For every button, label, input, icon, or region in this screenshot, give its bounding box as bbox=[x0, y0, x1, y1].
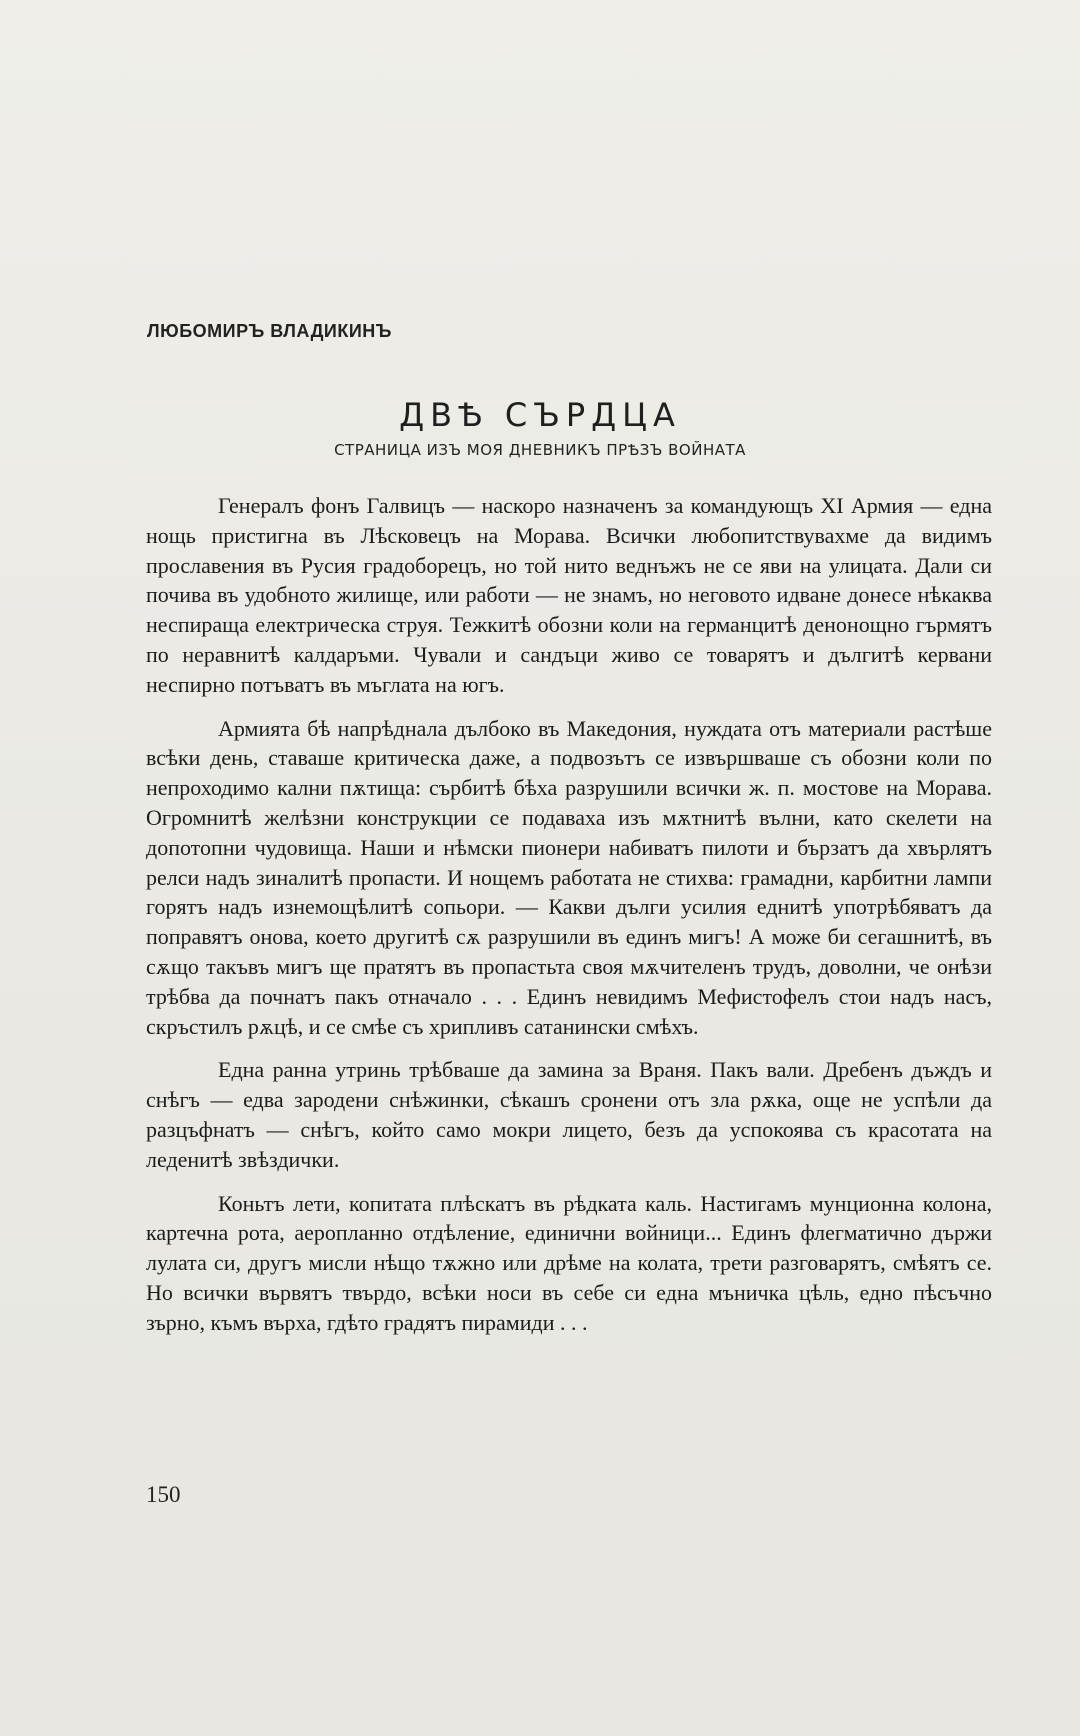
body-text bbox=[146, 491, 992, 1352]
page-title: ДВѢ СЪРДЦА bbox=[399, 396, 681, 434]
page-number: 150 bbox=[146, 1482, 181, 1507]
page-subtitle: СТРАНИЦА ИЗЪ МОЯ ДНЕВНИКЪ ПРѢЗЪ ВОЙНАТА bbox=[334, 441, 746, 459]
author-name: ЛЮБОМИРЪ ВЛАДИКИНЪ bbox=[147, 321, 392, 341]
paragraph: Една ранна утринь трѣбваше да замина за Враня. Пакъ вали. Дребенъ дъждъ и снѣгъ — едва зародени снѣжинки, сѣкашъ сронени отъ зла рѫка, още не успѣли да разцъфнатъ — снѣгъ, който само мокри лицето, безъ да успокоява съ красотата на леденитѣ звѣздички. bbox=[146, 1057, 992, 1172]
paragraph: Армията бѣ напрѣднала дълбоко въ Македония, нуждата отъ материали растѣше всѣки день, ставаше критическа даже, а подвозътъ се извършваше съ обозни коли по непроходимо кални пѫтища: сърбитѣ бѣха разрушили всички ж. п. мостове на Морава. Огромнитѣ желѣзни конструкции се подаваха изъ мѫтнитѣ вълни, като скелети на допотопни чудовища. Наши и нѣмски пионери набиватъ пилоти и бързатъ да хвърлятъ релси надъ зиналитѣ пропасти. И нощемъ работата не стихва: грамадни, карбитни лампи горятъ надъ изнемощѣлитѣ сопьори. — Какви дълги усилия еднитѣ употрѣбяватъ да поправятъ онова, което другитѣ сѫ разрушили въ единъ мигъ! А може би сегашнитѣ, въ сѫщо такъвъ мигъ ще пратятъ въ пропастьта своя мѫчителенъ трудъ, доволни, че онѣзи трѣбва да почнатъ пакъ отначало . . . Единъ невидимъ Мефистофелъ стои надъ насъ, скръстилъ рѫцѣ, и се смѣе съ хрипливъ сатанински смѣхъ. bbox=[146, 715, 992, 1039]
paragraph: Коньтъ лети, копитата плѣскатъ въ рѣдката каль. Настигамъ мунционна колона, картечна рота, аеропланно отдѣление, единични войници... Единъ флегматично държи лулата си, другъ мисли нѣщо тѫжно или дрѣме на колата, трети разговарятъ, смѣятъ се. Но всички вървятъ твърдо, всѣки носи въ себе си една мъничка цѣль, едно пѣсъчно зърно, къмъ върха, гдѣто градятъ пирамиди . . . bbox=[146, 1190, 992, 1335]
paragraph: Генералъ фонъ Галвицъ — наскоро назначенъ за командующъ XI Армия — една нощь пристигна въ Лѣсковецъ на Морава. Всички любопитствувахме да видимъ прославения въ Русия градоборецъ, но той нито веднъжъ не се яви на улицата. Дали си почива въ удобното жилище, или работи — не знамъ, но неговото идване донесе нѣкаква неспираща електрическа струя. Тежкитѣ обозни коли на германцитѣ денонощно гърмятъ по неравнитѣ калдаръми. Чували и сандъци живо се товарятъ и дългитѣ кервани неспирно потъватъ въ мъглата на югъ. bbox=[146, 493, 992, 697]
